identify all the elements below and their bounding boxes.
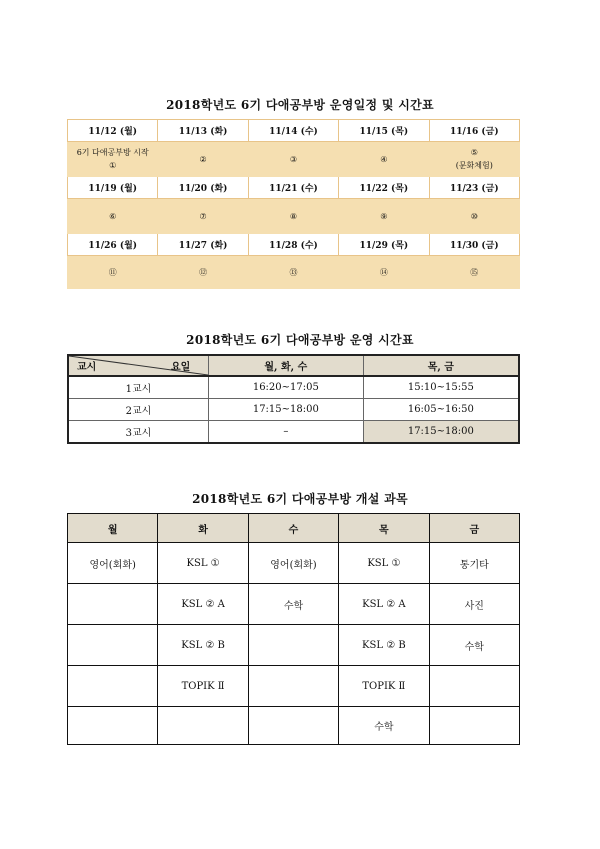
subject-cell (248, 625, 338, 666)
date-cell: 11/16 (금) (429, 120, 519, 142)
table-row (68, 666, 520, 707)
subject-cell: KSL ② A (339, 584, 429, 625)
subject-cell: 수학 (429, 625, 519, 666)
day-cell (158, 142, 248, 177)
subject-cell: KSL ② B (339, 625, 429, 666)
date-cell: 11/29 (목) (339, 234, 429, 256)
day-cell (429, 142, 519, 177)
period-cell: 3교시 (68, 421, 209, 444)
day-cell (248, 142, 338, 177)
weekday-header: 요일 (171, 362, 191, 373)
time-cell: 15:10~15:55 (363, 376, 519, 399)
day-cell (248, 199, 338, 234)
subject-cell: TOPIK Ⅱ (339, 666, 429, 707)
subject-cell: 영어(회화) (68, 543, 158, 584)
date-cell: 11/13 (화) (158, 120, 248, 142)
day-cell (339, 142, 429, 177)
session-number: ⑮ (470, 267, 479, 277)
subject-cell: 사진 (429, 584, 519, 625)
schedule-title: 2018학년도 6기 다애공부방 운영 시간표 (186, 333, 414, 347)
day-cell (158, 199, 248, 234)
session-number: ⑨ (380, 211, 388, 221)
calendar-date-row (68, 234, 520, 256)
table-header-row (68, 355, 519, 376)
subject-cell: KSL ① (158, 543, 248, 584)
table-header-row (68, 514, 520, 543)
day-cell (68, 256, 158, 289)
time-cell: 17:15~18:00 (209, 399, 364, 421)
subject-cell (68, 707, 158, 745)
session-number: ⑪ (108, 267, 117, 277)
session-number: ③ (289, 154, 298, 164)
time-cell: 16:20~17:05 (209, 376, 364, 399)
subject-cell (248, 666, 338, 707)
subject-cell: 통기타 (429, 543, 519, 584)
operating-hours-table (67, 354, 520, 444)
subject-cell (429, 666, 519, 707)
subject-cell (68, 666, 158, 707)
subject-cell (429, 707, 519, 745)
session-number: ⑧ (289, 211, 298, 221)
date-cell: 11/15 (목) (339, 120, 429, 142)
subject-cell: 수학 (248, 584, 338, 625)
day-cell (68, 142, 158, 177)
day-note: (문화체험) (455, 161, 493, 170)
weekday-header: 화 (158, 514, 248, 543)
session-number: ④ (380, 154, 388, 164)
calendar-day-row (68, 256, 520, 289)
column-header: 목, 금 (363, 355, 519, 376)
calendar-title: 2018학년도 6기 다애공부방 운영일정 및 시간표 (166, 98, 434, 112)
session-number: ⑭ (379, 267, 388, 277)
calendar-day-row (68, 199, 520, 234)
session-number: ⑫ (199, 267, 208, 277)
day-cell (158, 256, 248, 289)
session-number: ⑬ (289, 267, 298, 277)
table-row (68, 707, 520, 745)
session-number: ⑦ (199, 211, 207, 221)
table-row (68, 421, 519, 444)
day-cell (248, 256, 338, 289)
session-number: ⑩ (470, 211, 478, 221)
table-row (68, 584, 520, 625)
day-note: 6기 다애공부방 시작 (76, 148, 149, 157)
subject-cell: KSL ① (339, 543, 429, 584)
date-cell: 11/19 (월) (68, 177, 158, 199)
time-cell: – (209, 421, 364, 444)
date-cell: 11/26 (월) (68, 234, 158, 256)
table-row (68, 399, 519, 421)
session-number: ① (109, 161, 117, 170)
subject-cell: KSL ② B (158, 625, 248, 666)
date-cell: 11/21 (수) (248, 177, 338, 199)
date-cell: 11/28 (수) (248, 234, 338, 256)
day-cell (339, 199, 429, 234)
subject-cell (248, 707, 338, 745)
calendar-day-row (68, 142, 520, 177)
session-number: ⑤ (470, 148, 478, 157)
subject-cell (68, 584, 158, 625)
date-cell: 11/30 (금) (429, 234, 519, 256)
subjects-title: 2018학년도 6기 다애공부방 개설 과목 (192, 492, 408, 506)
calendar-date-row (68, 177, 520, 199)
day-cell (429, 256, 519, 289)
period-cell: 1교시 (68, 376, 209, 399)
date-cell: 11/27 (화) (158, 234, 248, 256)
date-cell: 11/20 (화) (158, 177, 248, 199)
time-cell: 17:15~18:00 (363, 421, 519, 444)
period-cell: 2교시 (68, 399, 209, 421)
weekday-header: 월 (68, 514, 158, 543)
subject-cell: 영어(회화) (248, 543, 338, 584)
day-cell (339, 256, 429, 289)
table-row (68, 625, 520, 666)
subject-cell: 수학 (339, 707, 429, 745)
session-number: ⑥ (109, 211, 117, 221)
session-number: ② (199, 154, 207, 164)
date-cell: 11/23 (금) (429, 177, 519, 199)
table-row (68, 543, 520, 584)
column-header: 월, 화, 수 (209, 355, 364, 376)
schedule-calendar (67, 119, 520, 289)
diagonal-header-cell (68, 355, 209, 376)
date-cell: 11/14 (수) (248, 120, 338, 142)
subject-cell: KSL ② A (158, 584, 248, 625)
subject-cell: TOPIK Ⅱ (158, 666, 248, 707)
day-cell (68, 199, 158, 234)
date-cell: 11/22 (목) (339, 177, 429, 199)
weekday-header: 목 (339, 514, 429, 543)
subjects-table (67, 513, 520, 745)
period-header: 교시 (77, 362, 97, 373)
time-cell: 16:05~16:50 (363, 399, 519, 421)
day-cell (429, 199, 519, 234)
weekday-header: 수 (248, 514, 338, 543)
subject-cell (158, 707, 248, 745)
date-cell: 11/12 (월) (68, 120, 158, 142)
weekday-header: 금 (429, 514, 519, 543)
table-row (68, 376, 519, 399)
subject-cell (68, 625, 158, 666)
calendar-date-row (68, 120, 520, 142)
